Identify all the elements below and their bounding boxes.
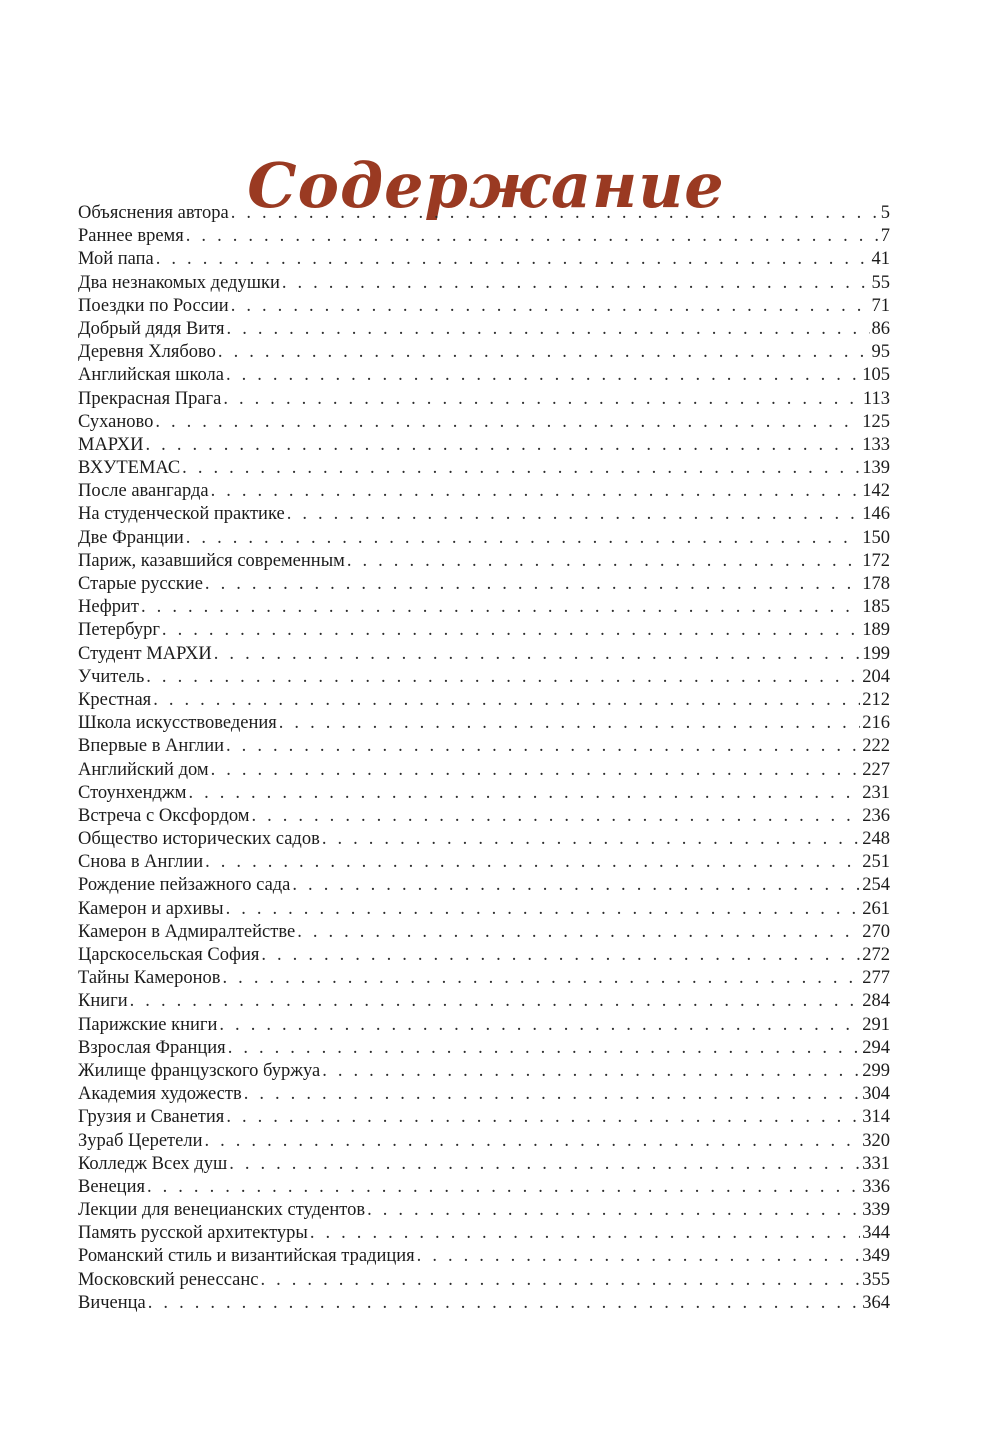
toc-entry	[78, 573, 890, 596]
dot-leader	[188, 782, 860, 805]
toc-entry-title: Парижские книги	[78, 1014, 218, 1035]
toc-entry	[78, 1176, 890, 1199]
toc-entry	[78, 272, 890, 295]
toc-entry-page-number: 344	[862, 1223, 890, 1244]
toc-entry	[78, 527, 890, 550]
toc-entry-title: Английская школа	[78, 365, 224, 386]
dot-leader	[261, 944, 860, 967]
dot-leader	[214, 643, 860, 666]
toc-entry-title: Две Франции	[78, 527, 184, 548]
dot-leader	[219, 1014, 860, 1037]
toc-entry-title: Лекции для венецианских студентов	[78, 1200, 366, 1221]
toc-entry-title: Тайны Камеронов	[78, 968, 221, 989]
toc-entry-title: Впервые в Англии	[78, 736, 225, 757]
toc-entry-title: Камерон и архивы	[78, 898, 224, 919]
toc-entry-title: Стоунхенджм	[78, 782, 187, 803]
toc-entry-page-number: 222	[862, 736, 890, 757]
toc-entry-title: Встреча с Оксфордом	[78, 805, 250, 826]
dot-leader	[146, 434, 861, 457]
toc-entry-title: ВХУТЕМАС	[78, 458, 181, 479]
toc-entry-title: Снова в Англии	[78, 852, 204, 873]
toc-entry-title: Грузия и Сванетия	[78, 1107, 225, 1128]
toc-entry-page-number: 336	[862, 1176, 890, 1197]
toc-entry-title: Венеция	[78, 1176, 145, 1197]
toc-entry	[78, 735, 890, 758]
dot-leader	[155, 411, 860, 434]
toc-entry-page-number: 314	[862, 1107, 890, 1128]
toc-entry	[78, 944, 890, 967]
toc-entry-title: Английский дом	[78, 759, 209, 780]
toc-entry-page-number: 212	[862, 689, 890, 710]
dot-leader	[322, 828, 860, 851]
toc-entry	[78, 1060, 890, 1083]
toc-entry-page-number: 172	[862, 550, 890, 571]
table-of-contents	[78, 202, 890, 1315]
dot-leader	[228, 1037, 861, 1060]
toc-entry	[78, 1083, 890, 1106]
toc-entry	[78, 1292, 890, 1315]
toc-entry-page-number: 277	[862, 968, 890, 989]
toc-entry-page-number: 349	[862, 1246, 890, 1267]
dot-leader	[186, 225, 879, 248]
toc-entry-page-number: 339	[862, 1200, 890, 1221]
dot-leader	[367, 1199, 860, 1222]
toc-entry-page-number: 41	[871, 249, 890, 270]
toc-entry	[78, 364, 890, 387]
toc-entry-title: Память русской архитектуры	[78, 1223, 308, 1244]
dot-leader	[322, 1060, 860, 1083]
toc-entry-title: Старые русские	[78, 574, 203, 594]
dot-leader	[223, 388, 861, 411]
toc-entry-page-number: 178	[862, 574, 890, 594]
toc-entry-title: Романский стиль и византийская традиция	[78, 1246, 415, 1267]
toc-entry	[78, 712, 890, 735]
toc-entry-title: Петербург	[78, 620, 160, 641]
dot-leader	[218, 341, 870, 364]
toc-entry	[78, 480, 890, 503]
dot-leader	[260, 1269, 860, 1292]
toc-entry-page-number: 227	[862, 759, 890, 780]
toc-entry-title: Взрослая Франция	[78, 1037, 226, 1058]
toc-entry-title: Мой папа	[78, 249, 154, 270]
toc-entry-page-number: 86	[871, 318, 890, 339]
dot-leader	[297, 921, 860, 944]
toc-entry	[78, 1269, 890, 1292]
toc-entry-page-number: 216	[862, 713, 890, 734]
toc-entry-page-number: 294	[862, 1037, 890, 1058]
toc-entry	[78, 689, 890, 712]
dot-leader	[211, 480, 861, 503]
toc-entry-page-number: 270	[862, 921, 890, 942]
toc-entry	[78, 596, 890, 619]
toc-entry-page-number: 204	[862, 666, 890, 687]
dot-leader	[146, 666, 860, 689]
toc-entry-title: Добрый дядя Витя	[78, 318, 225, 339]
dot-leader	[231, 202, 879, 225]
toc-entry	[78, 503, 890, 526]
dot-leader	[186, 527, 860, 550]
toc-entry	[78, 782, 890, 805]
toc-entry-title: На студенческой практике	[78, 504, 285, 525]
toc-entry	[78, 921, 890, 944]
toc-entry	[78, 1245, 890, 1268]
toc-entry-title: Зураб Церетели	[78, 1130, 203, 1151]
dot-leader	[153, 689, 860, 712]
toc-entry	[78, 1199, 890, 1222]
toc-entry-title: Школа искусствоведения	[78, 713, 277, 734]
toc-entry	[78, 411, 890, 434]
toc-entry-page-number: 251	[862, 852, 890, 873]
toc-entry-page-number: 125	[862, 411, 890, 432]
toc-entry-title: Суханово	[78, 411, 154, 432]
toc-entry-page-number: 133	[862, 434, 890, 455]
toc-entry-page-number: 55	[871, 272, 890, 293]
toc-entry-title: Нефрит	[78, 597, 140, 618]
toc-entry	[78, 341, 890, 364]
toc-entry	[78, 457, 890, 480]
dot-leader	[287, 503, 861, 526]
toc-entry-page-number: 142	[862, 481, 890, 502]
toc-entry-title: Жилище французского буржуа	[78, 1060, 321, 1081]
toc-entry	[78, 202, 890, 225]
dot-leader	[162, 619, 860, 642]
toc-entry-page-number: 291	[862, 1014, 890, 1035]
toc-entry	[78, 666, 890, 689]
dot-leader	[292, 874, 860, 897]
page-title: Содержание	[247, 148, 725, 222]
toc-entry-title: Париж, казавшийся современным	[78, 550, 345, 571]
toc-entry	[78, 1222, 890, 1245]
dot-leader	[231, 295, 870, 318]
toc-entry-page-number: 150	[862, 527, 890, 548]
toc-entry-page-number: 5	[880, 203, 890, 223]
dot-leader	[226, 364, 860, 387]
toc-entry-title: Прекрасная Прага	[78, 388, 222, 409]
toc-entry-title: Поездки по России	[78, 295, 229, 316]
toc-entry	[78, 967, 890, 990]
dot-leader	[226, 898, 861, 921]
toc-entry-page-number: 236	[862, 805, 890, 826]
toc-entry-page-number: 199	[862, 643, 890, 664]
toc-entry-title: Рождение пейзажного сада	[78, 875, 291, 896]
toc-entry-page-number: 105	[862, 365, 890, 386]
toc-entry	[78, 619, 890, 642]
dot-leader	[204, 1130, 860, 1153]
dot-leader	[227, 318, 870, 341]
toc-entry	[78, 550, 890, 573]
toc-entry-page-number: 364	[862, 1292, 890, 1313]
toc-entry-page-number: 272	[862, 945, 890, 965]
toc-entry	[78, 759, 890, 782]
toc-entry-page-number: 299	[862, 1060, 890, 1081]
dot-leader	[244, 1083, 861, 1106]
toc-entry-page-number: 231	[862, 782, 890, 803]
toc-entry-title: После авангарда	[78, 481, 209, 502]
dot-leader	[226, 735, 860, 758]
toc-entry	[78, 434, 890, 457]
dot-leader	[156, 248, 870, 271]
toc-entry	[78, 1037, 890, 1060]
toc-entry-page-number: 355	[862, 1269, 890, 1290]
toc-entry-title: Два незнакомых дедушки	[78, 272, 280, 293]
toc-entry-page-number: 320	[862, 1130, 890, 1151]
toc-entry-title: Царскосельская София	[78, 945, 260, 965]
dot-leader	[310, 1222, 860, 1245]
toc-entry-title: Крестная	[78, 689, 152, 710]
toc-entry-page-number: 113	[862, 388, 890, 409]
dot-leader	[205, 851, 860, 874]
toc-entry-page-number: 331	[862, 1153, 890, 1174]
toc-entry	[78, 295, 890, 318]
toc-entry	[78, 1153, 890, 1176]
toc-entry-page-number: 254	[862, 875, 890, 896]
toc-entry	[78, 898, 890, 921]
dot-leader	[211, 759, 861, 782]
dot-leader	[417, 1245, 861, 1268]
toc-entry	[78, 1106, 890, 1129]
dot-leader	[147, 1176, 860, 1199]
toc-entry-page-number: 139	[862, 458, 890, 479]
dot-leader	[279, 712, 860, 735]
toc-entry-title: Раннее время	[78, 226, 184, 247]
toc-entry	[78, 388, 890, 411]
toc-entry	[78, 851, 890, 874]
toc-entry-title: Московский ренессанс	[78, 1269, 259, 1290]
toc-entry	[78, 805, 890, 828]
toc-entry-title: МАРХИ	[78, 434, 144, 455]
toc-entry	[78, 225, 890, 248]
toc-entry-page-number: 95	[871, 342, 890, 363]
dot-leader	[223, 967, 861, 990]
toc-entry	[78, 990, 890, 1013]
dot-leader	[251, 805, 860, 828]
toc-entry-title: Виченца	[78, 1292, 146, 1313]
dot-leader	[229, 1153, 860, 1176]
toc-entry-title: Деревня Хлябово	[78, 342, 216, 363]
toc-entry-page-number: 189	[862, 620, 890, 641]
toc-entry-title: Учитель	[78, 666, 145, 687]
toc-entry-page-number: 7	[880, 226, 890, 247]
toc-entry	[78, 1130, 890, 1153]
toc-entry	[78, 643, 890, 666]
toc-entry	[78, 874, 890, 897]
toc-entry-title: Колледж Всех душ	[78, 1153, 228, 1174]
toc-entry-page-number: 261	[862, 898, 890, 919]
toc-entry	[78, 1014, 890, 1037]
dot-leader	[282, 272, 870, 295]
toc-entry-title: Книги	[78, 991, 128, 1012]
toc-entry-page-number: 284	[862, 991, 890, 1012]
toc-entry-title: Общество исторических садов	[78, 829, 320, 850]
toc-entry-page-number: 146	[862, 504, 890, 525]
toc-entry	[78, 248, 890, 271]
toc-entry-title: Камерон в Адмиралтействе	[78, 921, 296, 942]
toc-entry-page-number: 71	[871, 295, 890, 316]
toc-entry-title: Академия художеств	[78, 1084, 242, 1105]
toc-entry-page-number: 185	[862, 597, 890, 618]
toc-entry-title: Объяснения автора	[78, 203, 229, 223]
dot-leader	[347, 550, 860, 573]
dot-leader	[182, 457, 860, 480]
toc-entry-page-number: 248	[862, 829, 890, 850]
dot-leader	[205, 573, 860, 596]
dot-leader	[148, 1292, 860, 1315]
dot-leader	[226, 1106, 860, 1129]
toc-entry	[78, 318, 890, 341]
toc-entry	[78, 828, 890, 851]
toc-entry-title: Студент МАРХИ	[78, 643, 212, 664]
toc-entry-page-number: 304	[862, 1084, 890, 1105]
dot-leader	[130, 990, 861, 1013]
dot-leader	[141, 596, 860, 619]
